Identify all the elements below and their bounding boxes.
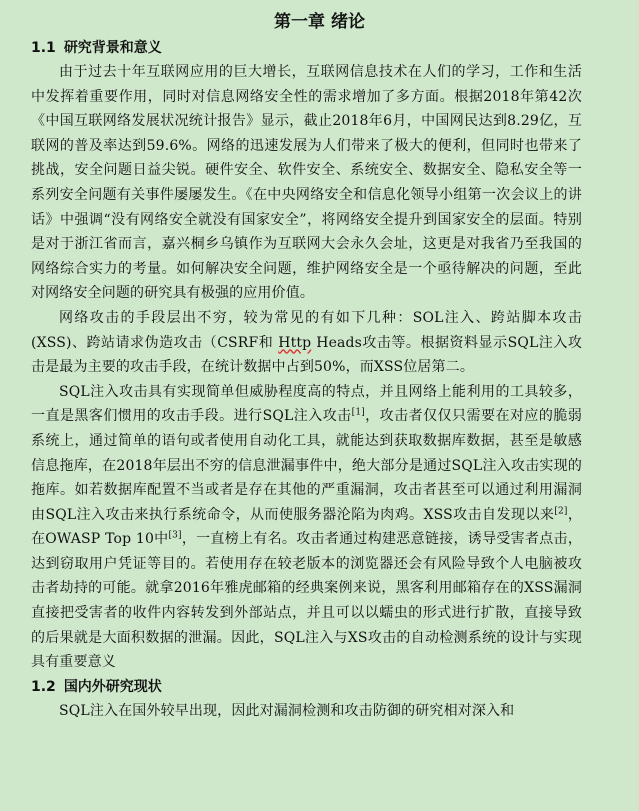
paragraph-sql-xss [31, 380, 582, 675]
section-heading-1-2 [31, 675, 582, 699]
paragraph-text: SQL注入攻击具有实现简单但威胁程度高的特点，并且网络上能利用的工具较多，一直是黑客们惯用的攻击手段。进行SQL注入攻击 [31, 383, 582, 425]
spellcheck-word: Http [278, 334, 312, 351]
paragraph-text: 网络攻击的手段层出不穷，较为常见的有如下几种：SOL注入、跨站脚本攻击(XSS)、跨站请求伪造攻击（CSRF和 [31, 309, 582, 351]
paragraph-attack-types [31, 306, 582, 380]
paragraph-text: Heads攻击等。根据资料显示SQL注入攻击是最为主要的攻击手段，在统计数据中占到50%，而XSS位居第二。 [31, 334, 582, 376]
section-title: 研究背景和意义 [63, 40, 162, 56]
section-number: 1.2 [31, 678, 56, 695]
citation-2: [2] [554, 506, 568, 517]
section-number: 1.1 [31, 40, 56, 56]
citation-3: [3] [168, 530, 182, 541]
chapter-title: 第一章 绪论 [274, 12, 365, 32]
paragraph-text: ，一直榜上有名。攻击者通过构建恶意链接，诱导受害者点击，达到窃取用户凭证等目的。若使用存在较老版本的浏览器还会有风险导致个人电脑被攻击者劫持的可能。就拿2016年雅虎邮箱的经典案例来说，黑客利用邮箱存在的XSS漏洞直接把受害者的收件内容转发到外部站点，并且可以以蠕虫的形式进行扩散，直接导致的后果就是大面积数据的泄漏。因此，SQL注入与XS攻击的自动检测系统的设计与实现具有重要意义 [31, 531, 582, 671]
paragraph-research-status: SQL注入在国外较早出现，因此对漏洞检测和攻击防御的研究相对深入和 [59, 702, 515, 719]
section-title: 国内外研究现状 [63, 678, 162, 695]
citation-1: [1] [351, 407, 365, 418]
section-heading-1-1 [31, 36, 582, 60]
paragraph-text: ，在OWASP Top 10中 [31, 506, 583, 548]
paragraph-text: ，攻击者仅仅只需要在对应的脆弱系统上，通过简单的语句或者使用自动化工具，就能达到获取数据库数据，甚至是敏感信息拖库，在2018年层出不穷的信息泄漏事件中，绝大部分是通过SQL注入攻击实现的拖库。如若数据库配置不当或者是存在其他的严重漏洞，攻击者甚至可以通过利用漏洞由SQL注入攻击来执行系统命令，从而使服务器沦陷为肉鸡。XSS攻击自发现以来 [31, 408, 582, 523]
paragraph-background: 由于过去十年互联网应用的巨大增长，互联网信息技术在人们的学习，工作和生活中发挥着重要作用，同时对信息网络安全性的需求增加了多方面。根据2018年第42次《中国互联网络发展状况统计报告》显示，截止2018年6月，中国网民达到8.29亿，互联网的普及率达到59.6%。网络的迅速发展为人们带来了极大的便利，但同时也带来了挑战，安全问题日益尖锐。硬件安全、软件安全、系统安全、数据安全、隐私安全等一系列安全问题有关事件屡屡发生。《在中央网络安全和信息化领导小组第一次会议上的讲话》中强调“没有网络安全就没有国家安全”，将网络安全提升到国家安全的层面。特别是对于浙江省而言，嘉兴桐乡乌镇作为互联网大会永久会址，这更是对我省乃至我国的网络综合实力的考量。如何解决安全问题，维护网络安全是一个亟待解决的问题，至此对网络安全问题的研究具有极强的应用价值。 [31, 64, 582, 302]
